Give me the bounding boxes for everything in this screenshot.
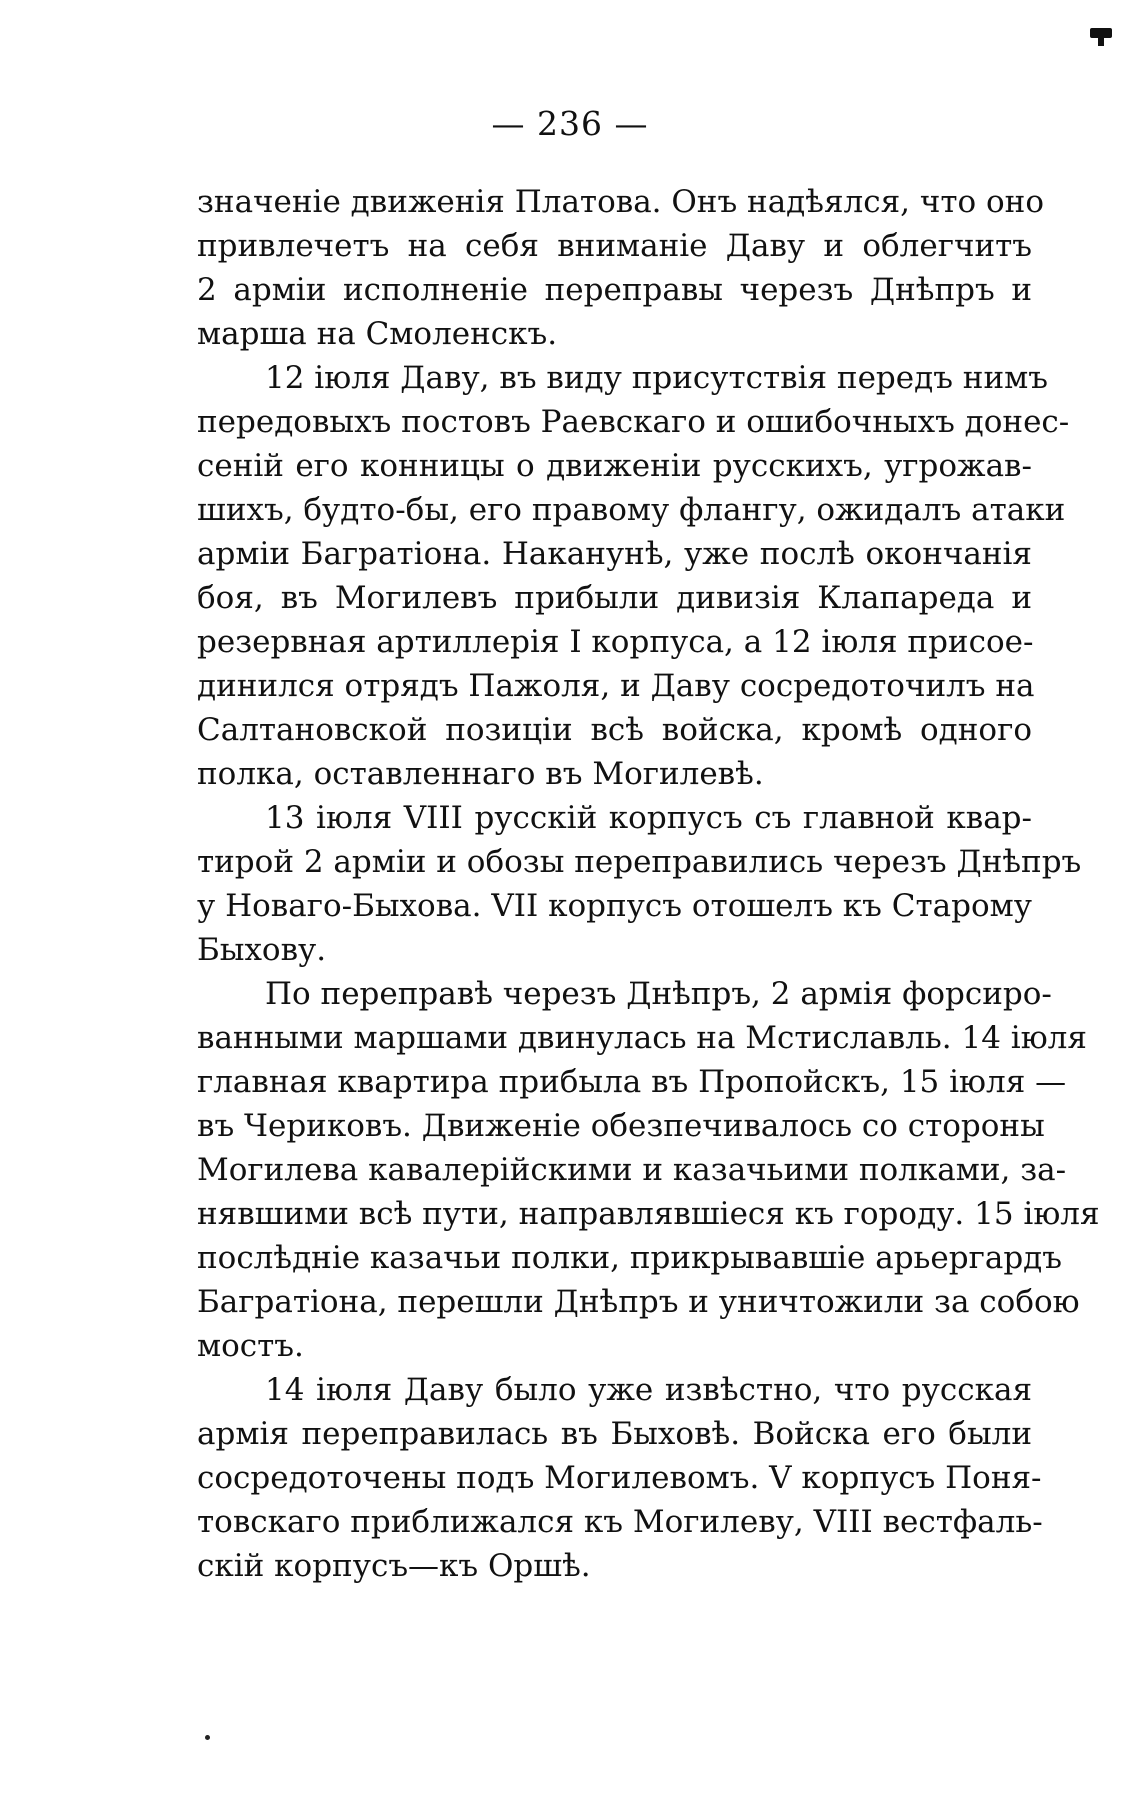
text-line: армiи Багратiона. Наканунѣ, уже послѣ окончанiя [197,536,1032,572]
margin-ink-mark [1090,28,1112,38]
text-line: армiя переправилась въ Быховѣ. Войска его были [197,1416,1032,1452]
text-line: динился отрядъ Пажоля, и Даву сосредоточилъ на [197,668,1035,704]
text-line: 2 армiи исполненiе переправы черезъ Днѣпръ и [197,272,1032,308]
text-line: главная квартира прибыла въ Пропойскъ, 15 iюля — [197,1064,1067,1100]
text-line: у Новаго-Быхова. VII корпусъ отошелъ къ Старому [197,888,1032,924]
text-line: Багратiона, перешли Днѣпръ и уничтожили за собою [197,1284,1080,1320]
text-line: 12 iюля Даву, въ виду присутствiя передъ нимъ [265,360,1048,396]
text-line: 13 iюля VIII русскiй корпусъ съ главной квар- [265,800,1032,836]
text-line: Салтановской позицiи всѣ войска, кромѣ одного [197,712,1032,748]
text-line: послѣднiе казачьи полки, прикрывавшiе арьергардъ [197,1240,1062,1276]
text-line: марша на Смоленскъ. [197,316,558,352]
text-line: сосредоточены подъ Могилевомъ. V корпусъ Поня- [197,1460,1042,1496]
paragraph-4 [197,972,1100,1368]
text-line: тирой 2 армiи и обозы переправились черезъ Днѣпръ [197,844,1082,880]
text-line: значенiе движенiя Платова. Онъ надѣялся, что оно [197,184,1044,220]
text-line: товскаго приближался къ Могилеву, VIII вестфаль- [197,1504,1043,1540]
text-line: Могилева кавалерiйскими и казачьими полками, за- [197,1152,1067,1188]
paragraph-5 [197,1368,1043,1588]
paragraph-2 [197,356,1070,796]
text-line: сенiй его конницы о движенiи русскихъ, угрожав- [197,448,1032,484]
ink-speck [205,1735,210,1740]
text-line: скiй корпусъ—къ Оршѣ. [197,1548,591,1584]
text-line: боя, въ Могилевъ прибыли дивизiя Клапареда и [197,580,1032,616]
text-line: 14 iюля Даву было уже извѣстно, что русская [265,1372,1032,1408]
text-line: мостъ. [197,1328,304,1364]
text-line: По переправѣ черезъ Днѣпръ, 2 армiя форсиро- [265,976,1052,1012]
paragraph-3 [197,796,1082,972]
page-number: — 236 — [491,104,649,143]
text-line: резервная артиллерiя I корпуса, а 12 iюля присое- [197,624,1034,660]
text-line: въ Чериковъ. Движенiе обезпечивалось со стороны [197,1108,1045,1144]
text-line: передовыхъ постовъ Раевскаго и ошибочныхъ донес- [197,404,1070,440]
page-body-text [197,180,1100,1588]
text-line: Быхову. [197,932,327,968]
text-line: привлечетъ на себя вниманiе Даву и облегчитъ [197,228,1032,264]
paragraph-1 [197,180,1044,356]
text-line: шихъ, будто-бы, его правому флангу, ожидалъ атаки [197,492,1066,528]
text-line: ванными маршами двинулась на Мстиславль. 14 iюля [197,1020,1087,1056]
text-line: нявшими всѣ пути, направлявшiеся къ городу. 15 iюля [197,1196,1100,1232]
text-line: полка, оставленнаго въ Могилевѣ. [197,756,764,792]
